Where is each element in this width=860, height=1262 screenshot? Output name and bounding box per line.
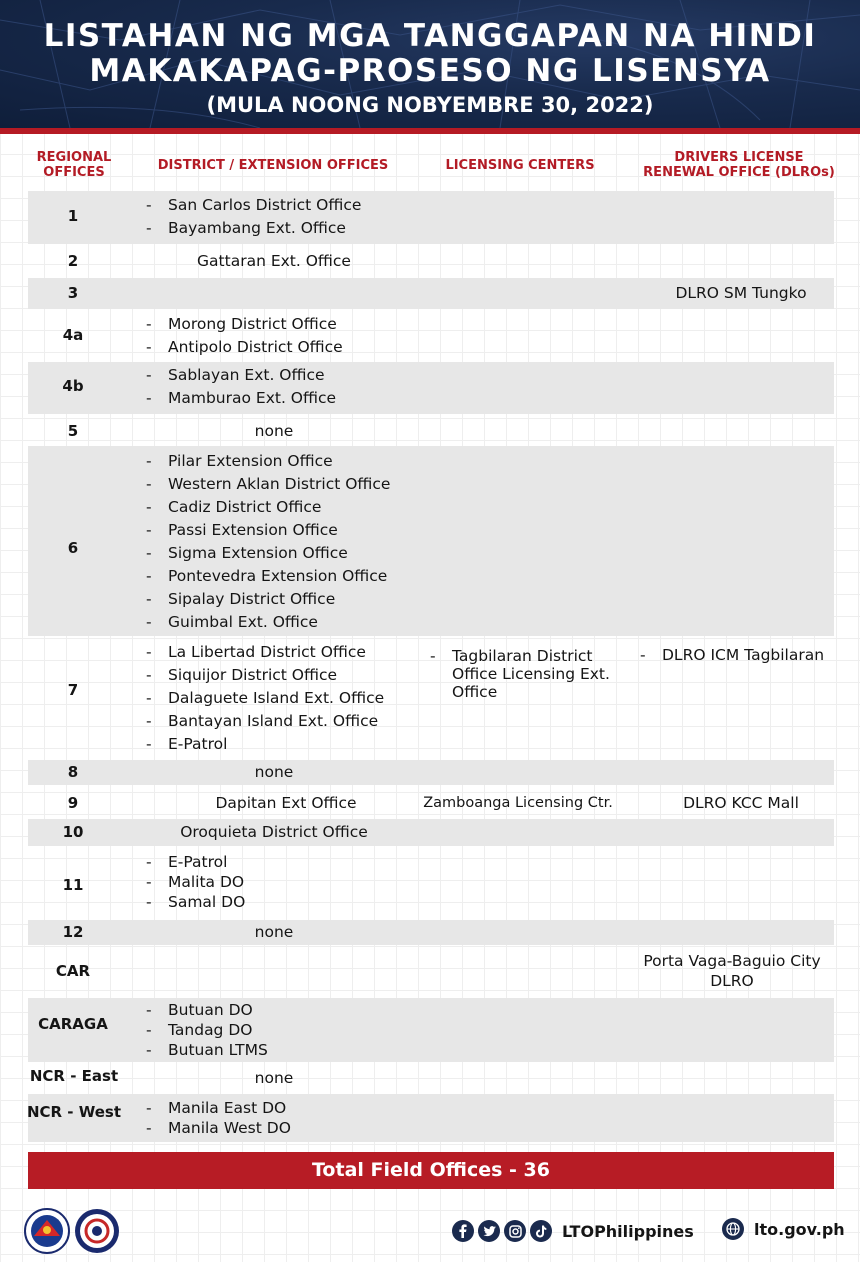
dlro-list [640, 644, 824, 667]
district-item: - E-Patrol [146, 733, 384, 756]
dlro-item: - DLRO ICM Tagbilaran [640, 644, 824, 667]
district-item: - Tandag DO [146, 1020, 268, 1040]
total-banner: Total Field Offices - 36 [28, 1152, 834, 1189]
table-row-region-ncr-west [28, 1094, 834, 1142]
district-item: - Manila East DO [146, 1098, 291, 1118]
district-office: Dapitan Ext Office [215, 794, 357, 812]
table-row-region-4a [28, 312, 834, 360]
region-label: 6 [67, 539, 79, 557]
header-banner [0, 0, 860, 128]
region-label: 5 [67, 422, 79, 440]
licensing-list [430, 647, 622, 701]
district-item: - Sipalay District Office [146, 588, 390, 611]
dlro-office: DLRO SM Tungko [675, 284, 807, 302]
region-label: 8 [67, 763, 79, 781]
district-item: - Bantayan Island Ext. Office [146, 710, 384, 733]
district-item: - Butuan LTMS [146, 1040, 268, 1060]
table-row-region-5 [28, 418, 834, 444]
table-row-region-12 [28, 920, 834, 945]
dlro-office: Porta Vaga-Baguio City DLRO [643, 952, 821, 990]
district-item: - Dalaguete Island Ext. Office [146, 687, 384, 710]
table-row-region-ncr-east [28, 1065, 834, 1090]
district-list [146, 450, 390, 634]
district-office: none [254, 923, 294, 941]
district-item: - Sablayan Ext. Office [146, 364, 336, 387]
social-handle[interactable]: LTOPhilippines [562, 1221, 694, 1241]
region-label: 7 [67, 681, 79, 699]
table-row-region-6 [28, 446, 834, 636]
district-item: - Sigma Extension Office [146, 542, 390, 565]
column-header-licensing: LICENSING CENTERS [445, 158, 595, 173]
district-item: - Malita DO [146, 872, 245, 892]
table-row-region-7 [28, 638, 834, 756]
district-item: - Samal DO [146, 892, 245, 912]
subtitle: (MULA NOONG NOBYEMBRE 30, 2022) [206, 93, 654, 117]
column-header-district: DISTRICT / EXTENSION OFFICES [157, 158, 389, 173]
column-header-dlro [628, 150, 850, 180]
district-item: - La Libertad District Office [146, 641, 384, 664]
district-list [146, 313, 343, 359]
region-label: 12 [62, 923, 84, 941]
header-divider [0, 128, 860, 134]
district-office: none [254, 763, 294, 781]
website-link[interactable] [722, 1218, 845, 1240]
column-header-dlro-line1: DRIVERS LICENSE [674, 150, 804, 165]
instagram-icon[interactable] [504, 1220, 526, 1242]
table-row-region-2 [28, 248, 834, 274]
district-item: - Morong District Office [146, 313, 343, 336]
district-item: - Passi Extension Office [146, 519, 390, 542]
table-row-region-10 [28, 819, 834, 846]
district-list [146, 364, 336, 410]
column-header-dlro-line2: RENEWAL OFFICE (DLROs) [643, 165, 835, 180]
district-item: - San Carlos District Office [146, 194, 361, 217]
district-list [146, 1098, 291, 1138]
district-list [146, 641, 384, 756]
table-row-region-3 [28, 278, 834, 309]
licensing-center: Zamboanga Licensing Ctr. [423, 795, 613, 811]
column-header-regional [28, 150, 120, 180]
column-header-regional-line2: OFFICES [43, 165, 105, 180]
dotr-seal-icon [24, 1208, 70, 1254]
district-item: - E-Patrol [146, 852, 245, 872]
column-header-regional-line1: REGIONAL [36, 150, 112, 165]
district-list [146, 194, 361, 240]
website-text[interactable]: lto.gov.ph [754, 1219, 845, 1239]
tiktok-icon[interactable] [530, 1220, 552, 1242]
district-office: Oroquieta District Office [180, 823, 368, 841]
district-item: - Western Aklan District Office [146, 473, 390, 496]
title-line-1: LISTAHAN NG MGA TANGGAPAN NA HINDI [43, 18, 817, 54]
region-label: NCR - West [26, 1103, 122, 1121]
district-item: - Pontevedra Extension Office [146, 565, 390, 588]
district-office: none [254, 1069, 294, 1087]
district-item: - Manila West DO [146, 1118, 291, 1138]
table-row-region-caraga [28, 998, 834, 1062]
globe-icon [722, 1218, 744, 1240]
title-line-2: MAKAKAPAG-PROSESO NG LISENSYA [89, 53, 771, 89]
table-row-region-1 [28, 191, 834, 244]
region-label: 3 [67, 284, 79, 302]
region-label: 9 [67, 794, 79, 812]
footer [0, 1200, 860, 1262]
region-label: 1 [67, 207, 79, 225]
region-label: 11 [62, 876, 84, 894]
district-item: - Butuan DO [146, 1000, 268, 1020]
table-row-region-9 [28, 790, 834, 816]
facebook-icon[interactable] [452, 1220, 474, 1242]
district-office: Gattaran Ext. Office [197, 252, 351, 270]
licensing-item: - Tagbilaran District Office Licensing Ext. Office [430, 647, 622, 701]
district-item: - Mamburao Ext. Office [146, 387, 336, 410]
district-list [146, 852, 245, 912]
twitter-icon[interactable] [478, 1220, 500, 1242]
district-item: - Siquijor District Office [146, 664, 384, 687]
district-item: - Bayambang Ext. Office [146, 217, 361, 240]
region-label: CAR [55, 962, 91, 980]
table-row-region-4b [28, 362, 834, 414]
region-label: 4b [62, 377, 84, 395]
region-label: 10 [62, 823, 84, 841]
district-item: - Guimbal Ext. Office [146, 611, 390, 634]
table-row-region-11 [28, 850, 834, 916]
region-label: NCR - East [29, 1067, 119, 1085]
district-item: - Pilar Extension Office [146, 450, 390, 473]
district-item: - Antipolo District Office [146, 336, 343, 359]
district-list [146, 1000, 268, 1060]
lto-seal-icon [74, 1208, 120, 1254]
region-label: 2 [67, 252, 79, 270]
social-links [452, 1218, 694, 1244]
dlro-office: DLRO KCC Mall [683, 794, 799, 812]
table-row-region-8 [28, 760, 834, 785]
region-label: 4a [62, 326, 84, 344]
region-label: CARAGA [38, 1015, 108, 1033]
district-office: none [254, 422, 294, 440]
table-row-region-car [28, 948, 834, 994]
district-item: - Cadiz District Office [146, 496, 390, 519]
